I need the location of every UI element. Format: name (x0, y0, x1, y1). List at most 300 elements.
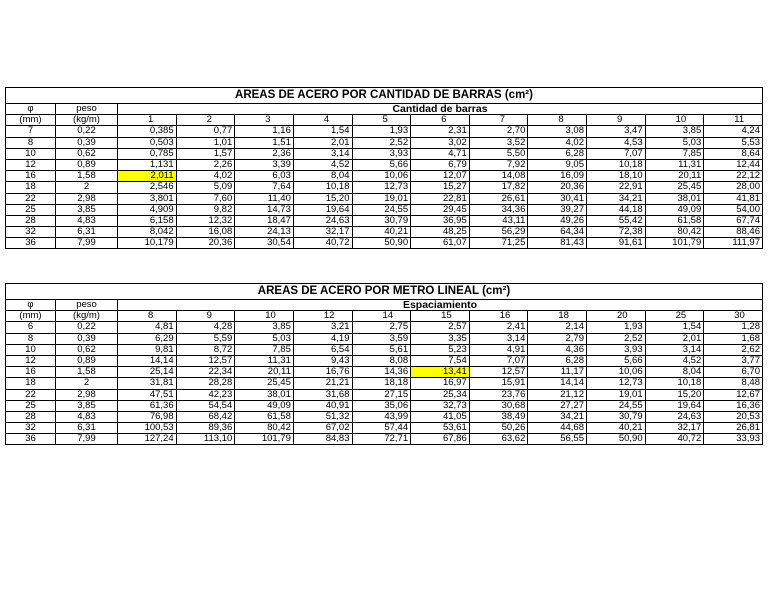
area-cell: 16,97 (411, 378, 470, 389)
weight-cell: 1,58 (56, 171, 118, 182)
area-cell: 3,21 (293, 322, 352, 333)
area-cell: 44,68 (528, 423, 587, 434)
area-cell: 2,75 (352, 322, 411, 333)
table-row (6, 411, 763, 422)
area-cell: 4,909 (118, 204, 177, 215)
area-cell: 17,82 (469, 182, 528, 193)
area-cell: 64,34 (528, 227, 587, 238)
area-cell: 5,03 (235, 333, 294, 344)
diameter-cell: 36 (6, 238, 56, 249)
area-cell: 2,62 (704, 344, 763, 355)
area-cell: 6,70 (704, 367, 763, 378)
diameter-cell: 16 (6, 367, 56, 378)
area-cell: 3,59 (352, 333, 411, 344)
area-cell: 48,25 (411, 227, 470, 238)
weight-cell: 4,83 (56, 411, 118, 422)
area-cell: 101,79 (235, 434, 294, 445)
area-cell: 3,08 (528, 126, 587, 137)
area-cell: 4,02 (528, 137, 587, 148)
area-cell: 34,21 (528, 411, 587, 422)
area-cell: 20,36 (176, 238, 235, 249)
table-row (6, 126, 763, 137)
area-cell: 4,81 (118, 322, 177, 333)
weight-cell: 0,89 (56, 159, 118, 170)
area-cell: 20,11 (645, 171, 704, 182)
area-cell: 22,91 (587, 182, 646, 193)
table-title: AREAS DE ACERO POR METRO LINEAL (cm²) (6, 284, 763, 300)
area-cell: 22,34 (176, 367, 235, 378)
area-cell: 5,09 (176, 182, 235, 193)
area-cell: 19,64 (293, 204, 352, 215)
area-cell: 1,54 (645, 322, 704, 333)
weight-cell: 2 (56, 182, 118, 193)
area-cell: 61,36 (118, 400, 177, 411)
area-cell: 100,53 (118, 423, 177, 434)
area-cell: 24,63 (293, 215, 352, 226)
area-cell: 30,68 (469, 400, 528, 411)
area-cell: 12,57 (469, 367, 528, 378)
area-cell: 14,14 (118, 355, 177, 366)
area-cell: 4,19 (293, 333, 352, 344)
weight-cell: 0,62 (56, 344, 118, 355)
area-cell: 16,76 (293, 367, 352, 378)
area-cell: 6,79 (411, 159, 470, 170)
area-cell: 9,05 (528, 159, 587, 170)
area-cell: 18,47 (235, 215, 294, 226)
area-cell: 16,08 (176, 227, 235, 238)
area-cell: 88,46 (704, 227, 763, 238)
area-cell: 80,42 (645, 227, 704, 238)
area-cell: 10,18 (645, 378, 704, 389)
area-cell: 24,13 (235, 227, 294, 238)
area-cell: 20,11 (235, 367, 294, 378)
table-row (6, 137, 763, 148)
area-cell: 5,23 (411, 344, 470, 355)
column-header: 18 (528, 311, 587, 322)
weight-cell: 4,83 (56, 215, 118, 226)
area-cell: 3,801 (118, 193, 177, 204)
diameter-cell: 28 (6, 215, 56, 226)
area-cell: 15,20 (645, 389, 704, 400)
area-cell: 0,785 (118, 148, 177, 159)
weight-cell: 0,39 (56, 333, 118, 344)
area-cell: 12,32 (176, 215, 235, 226)
table-title: AREAS DE ACERO POR CANTIDAD DE BARRAS (cm²) (6, 88, 763, 104)
area-cell: 1,131 (118, 159, 177, 170)
area-cell: 67,86 (411, 434, 470, 445)
area-cell: 7,92 (469, 159, 528, 170)
table-areas-por-metro (5, 283, 763, 445)
weight-cell: 2 (56, 378, 118, 389)
area-cell: 2,546 (118, 182, 177, 193)
area-cell: 16,09 (528, 171, 587, 182)
area-cell: 34,21 (587, 193, 646, 204)
area-cell: 40,72 (293, 238, 352, 249)
area-cell: 30,41 (528, 193, 587, 204)
table-row (6, 367, 763, 378)
table-row (6, 204, 763, 215)
area-cell: 25,45 (645, 182, 704, 193)
column-header: 4 (293, 115, 352, 126)
weight-cell: 0,62 (56, 148, 118, 159)
unit-mm: (mm) (6, 115, 56, 126)
area-cell: 11,17 (528, 367, 587, 378)
area-cell: 12,57 (176, 355, 235, 366)
area-cell: 19,64 (645, 400, 704, 411)
area-cell: 11,31 (645, 159, 704, 170)
area-cell: 8,72 (176, 344, 235, 355)
area-cell: 63,62 (469, 434, 528, 445)
area-cell: 18,18 (352, 378, 411, 389)
column-header: 6 (411, 115, 470, 126)
area-cell: 44,18 (587, 204, 646, 215)
weight-cell: 0,89 (56, 355, 118, 366)
column-header: 1 (118, 115, 177, 126)
area-cell: 101,79 (645, 238, 704, 249)
area-cell: 38,49 (469, 411, 528, 422)
area-cell: 68,42 (176, 411, 235, 422)
diameter-cell: 18 (6, 378, 56, 389)
area-cell: 2,57 (411, 322, 470, 333)
area-cell: 3,47 (587, 126, 646, 137)
area-cell: 8,64 (704, 148, 763, 159)
area-cell: 7,60 (176, 193, 235, 204)
area-cell: 2,01 (645, 333, 704, 344)
area-cell: 32,17 (293, 227, 352, 238)
diameter-cell: 25 (6, 400, 56, 411)
area-cell: 32,17 (645, 423, 704, 434)
area-cell: 36,95 (411, 215, 470, 226)
weight-cell: 7,99 (56, 434, 118, 445)
area-cell: 7,85 (235, 344, 294, 355)
weight-cell: 6,31 (56, 227, 118, 238)
area-cell: 5,03 (645, 137, 704, 148)
table-row (6, 389, 763, 400)
area-cell: 3,02 (411, 137, 470, 148)
area-cell: 7,64 (235, 182, 294, 193)
weight-cell: 3,85 (56, 204, 118, 215)
peso-header: peso (56, 300, 118, 311)
column-header: 3 (235, 115, 294, 126)
diameter-cell: 12 (6, 159, 56, 170)
diameter-cell: 32 (6, 423, 56, 434)
area-cell: 19,01 (587, 389, 646, 400)
area-cell: 49,09 (645, 204, 704, 215)
area-cell: 43,11 (469, 215, 528, 226)
diameter-cell: 10 (6, 148, 56, 159)
area-cell: 12,67 (704, 389, 763, 400)
area-cell: 9,43 (293, 355, 352, 366)
area-cell: 4,53 (587, 137, 646, 148)
area-cell: 23,76 (469, 389, 528, 400)
area-cell: 21,12 (528, 389, 587, 400)
area-cell: 38,01 (645, 193, 704, 204)
area-cell: 18,10 (587, 171, 646, 182)
diameter-cell: 28 (6, 411, 56, 422)
area-cell: 84,83 (293, 434, 352, 445)
area-cell: 22,81 (411, 193, 470, 204)
area-cell: 40,91 (293, 400, 352, 411)
area-cell: 8,04 (293, 171, 352, 182)
area-cell: 27,15 (352, 389, 411, 400)
area-cell: 3,85 (645, 126, 704, 137)
column-header: 10 (235, 311, 294, 322)
area-cell: 56,55 (528, 434, 587, 445)
area-cell: 61,58 (235, 411, 294, 422)
table-row (6, 238, 763, 249)
diameter-cell: 22 (6, 193, 56, 204)
diameter-cell: 8 (6, 333, 56, 344)
weight-cell: 0,22 (56, 322, 118, 333)
area-cell: 26,61 (469, 193, 528, 204)
area-cell: 14,14 (528, 378, 587, 389)
area-cell: 5,66 (587, 355, 646, 366)
area-cell: 29,45 (411, 204, 470, 215)
area-cell: 25,34 (411, 389, 470, 400)
area-cell: 2,52 (587, 333, 646, 344)
area-cell: 8,08 (352, 355, 411, 366)
area-cell: 6,03 (235, 171, 294, 182)
area-cell: 2,26 (176, 159, 235, 170)
area-cell: 3,14 (645, 344, 704, 355)
table-row (6, 148, 763, 159)
area-cell: 50,26 (469, 423, 528, 434)
area-cell: 1,93 (352, 126, 411, 137)
area-cell: 127,24 (118, 434, 177, 445)
diameter-cell: 18 (6, 182, 56, 193)
area-cell: 71,25 (469, 238, 528, 249)
column-header: 5 (352, 115, 411, 126)
area-cell: 33,93 (704, 434, 763, 445)
peso-header: peso (56, 104, 118, 115)
table-row (6, 193, 763, 204)
area-cell: 4,28 (176, 322, 235, 333)
area-cell: 2,70 (469, 126, 528, 137)
area-cell: 1,28 (704, 322, 763, 333)
area-cell: 40,21 (352, 227, 411, 238)
area-cell: 61,07 (411, 238, 470, 249)
area-cell: 14,73 (235, 204, 294, 215)
area-cell: 6,158 (118, 215, 177, 226)
table-row (6, 355, 763, 366)
area-cell: 13,41 (411, 367, 470, 378)
area-cell: 7,07 (587, 148, 646, 159)
area-cell: 2,31 (411, 126, 470, 137)
area-cell: 4,02 (176, 171, 235, 182)
area-cell: 2,01 (293, 137, 352, 148)
table-row (6, 423, 763, 434)
area-cell: 1,01 (176, 137, 235, 148)
area-cell: 15,20 (293, 193, 352, 204)
area-cell: 50,90 (352, 238, 411, 249)
area-cell: 67,74 (704, 215, 763, 226)
area-cell: 15,91 (469, 378, 528, 389)
table-row (6, 322, 763, 333)
area-cell: 25,45 (235, 378, 294, 389)
area-cell: 72,71 (352, 434, 411, 445)
area-cell: 32,73 (411, 400, 470, 411)
area-cell: 61,58 (645, 215, 704, 226)
area-cell: 15,27 (411, 182, 470, 193)
column-header: 11 (704, 115, 763, 126)
area-cell: 5,66 (352, 159, 411, 170)
area-cell: 10,179 (118, 238, 177, 249)
area-cell: 10,18 (587, 159, 646, 170)
diameter-cell: 36 (6, 434, 56, 445)
column-header: 7 (469, 115, 528, 126)
area-cell: 10,18 (293, 182, 352, 193)
group-header: Espaciamiento (118, 300, 763, 311)
column-header: 20 (587, 311, 646, 322)
area-cell: 24,55 (587, 400, 646, 411)
area-cell: 6,54 (293, 344, 352, 355)
area-cell: 57,44 (352, 423, 411, 434)
area-cell: 31,81 (118, 378, 177, 389)
column-header: 9 (176, 311, 235, 322)
unit-kgm: (kg/m) (56, 311, 118, 322)
area-cell: 1,51 (235, 137, 294, 148)
area-cell: 4,91 (469, 344, 528, 355)
area-cell: 2,79 (528, 333, 587, 344)
area-cell: 11,40 (235, 193, 294, 204)
area-cell: 30,79 (352, 215, 411, 226)
area-cell: 72,38 (587, 227, 646, 238)
table-row (6, 400, 763, 411)
area-cell: 54,00 (704, 204, 763, 215)
phi-header: φ (6, 300, 56, 311)
area-cell: 16,36 (704, 400, 763, 411)
area-cell: 41,05 (411, 411, 470, 422)
area-cell: 24,55 (352, 204, 411, 215)
area-cell: 6,29 (118, 333, 177, 344)
area-cell: 2,011 (118, 171, 177, 182)
area-cell: 76,98 (118, 411, 177, 422)
diameter-cell: 16 (6, 171, 56, 182)
area-cell: 2,41 (469, 322, 528, 333)
diameter-cell: 22 (6, 389, 56, 400)
weight-cell: 2,98 (56, 389, 118, 400)
area-cell: 19,01 (352, 193, 411, 204)
diameter-cell: 12 (6, 355, 56, 366)
area-cell: 14,36 (352, 367, 411, 378)
area-cell: 53,61 (411, 423, 470, 434)
table-row (6, 215, 763, 226)
unit-mm: (mm) (6, 311, 56, 322)
area-cell: 28,28 (176, 378, 235, 389)
table-row (6, 434, 763, 445)
area-cell: 5,59 (176, 333, 235, 344)
table-areas-por-cantidad (5, 87, 763, 249)
area-cell: 12,07 (411, 171, 470, 182)
area-cell: 4,24 (704, 126, 763, 137)
table-row (6, 344, 763, 355)
area-cell: 28,00 (704, 182, 763, 193)
area-cell: 5,53 (704, 137, 763, 148)
area-cell: 24,63 (645, 411, 704, 422)
area-cell: 6,28 (528, 355, 587, 366)
area-cell: 1,57 (176, 148, 235, 159)
column-header: 10 (645, 115, 704, 126)
area-cell: 1,68 (704, 333, 763, 344)
area-cell: 31,68 (293, 389, 352, 400)
area-cell: 54,54 (176, 400, 235, 411)
area-cell: 81,43 (528, 238, 587, 249)
column-header: 16 (469, 311, 528, 322)
area-cell: 35,06 (352, 400, 411, 411)
area-cell: 67,02 (293, 423, 352, 434)
area-cell: 41,81 (704, 193, 763, 204)
weight-cell: 6,31 (56, 423, 118, 434)
area-cell: 55,42 (587, 215, 646, 226)
area-cell: 30,79 (587, 411, 646, 422)
area-cell: 3,14 (469, 333, 528, 344)
column-header: 14 (352, 311, 411, 322)
area-cell: 1,16 (235, 126, 294, 137)
column-header: 8 (528, 115, 587, 126)
weight-cell: 1,58 (56, 367, 118, 378)
area-cell: 26,81 (704, 423, 763, 434)
area-cell: 1,54 (293, 126, 352, 137)
area-cell: 40,21 (587, 423, 646, 434)
area-cell: 38,01 (235, 389, 294, 400)
area-cell: 8,04 (645, 367, 704, 378)
area-cell: 9,81 (118, 344, 177, 355)
diameter-cell: 32 (6, 227, 56, 238)
diameter-cell: 6 (6, 322, 56, 333)
weight-cell: 0,39 (56, 137, 118, 148)
column-header: 9 (587, 115, 646, 126)
phi-header: φ (6, 104, 56, 115)
area-cell: 12,73 (587, 378, 646, 389)
area-cell: 2,36 (235, 148, 294, 159)
area-cell: 113,10 (176, 434, 235, 445)
area-cell: 42,23 (176, 389, 235, 400)
table-row (6, 227, 763, 238)
column-header: 2 (176, 115, 235, 126)
column-header: 30 (704, 311, 763, 322)
area-cell: 20,53 (704, 411, 763, 422)
table-row (6, 333, 763, 344)
column-header: 12 (293, 311, 352, 322)
area-cell: 25,14 (118, 367, 177, 378)
area-cell: 1,93 (587, 322, 646, 333)
area-cell: 7,85 (645, 148, 704, 159)
area-cell: 3,85 (235, 322, 294, 333)
area-cell: 21,21 (293, 378, 352, 389)
area-cell: 2,14 (528, 322, 587, 333)
area-cell: 30,54 (235, 238, 294, 249)
table-row (6, 182, 763, 193)
table-row (6, 159, 763, 170)
area-cell: 49,26 (528, 215, 587, 226)
area-cell: 4,52 (645, 355, 704, 366)
area-cell: 34,36 (469, 204, 528, 215)
area-cell: 40,72 (645, 434, 704, 445)
weight-cell: 3,85 (56, 400, 118, 411)
unit-kgm: (kg/m) (56, 115, 118, 126)
diameter-cell: 25 (6, 204, 56, 215)
area-cell: 47,51 (118, 389, 177, 400)
area-cell: 5,50 (469, 148, 528, 159)
area-cell: 4,52 (293, 159, 352, 170)
column-header: 25 (645, 311, 704, 322)
diameter-cell: 10 (6, 344, 56, 355)
area-cell: 10,06 (587, 367, 646, 378)
area-cell: 3,77 (704, 355, 763, 366)
area-cell: 49,09 (235, 400, 294, 411)
area-cell: 3,39 (235, 159, 294, 170)
area-cell: 43,99 (352, 411, 411, 422)
